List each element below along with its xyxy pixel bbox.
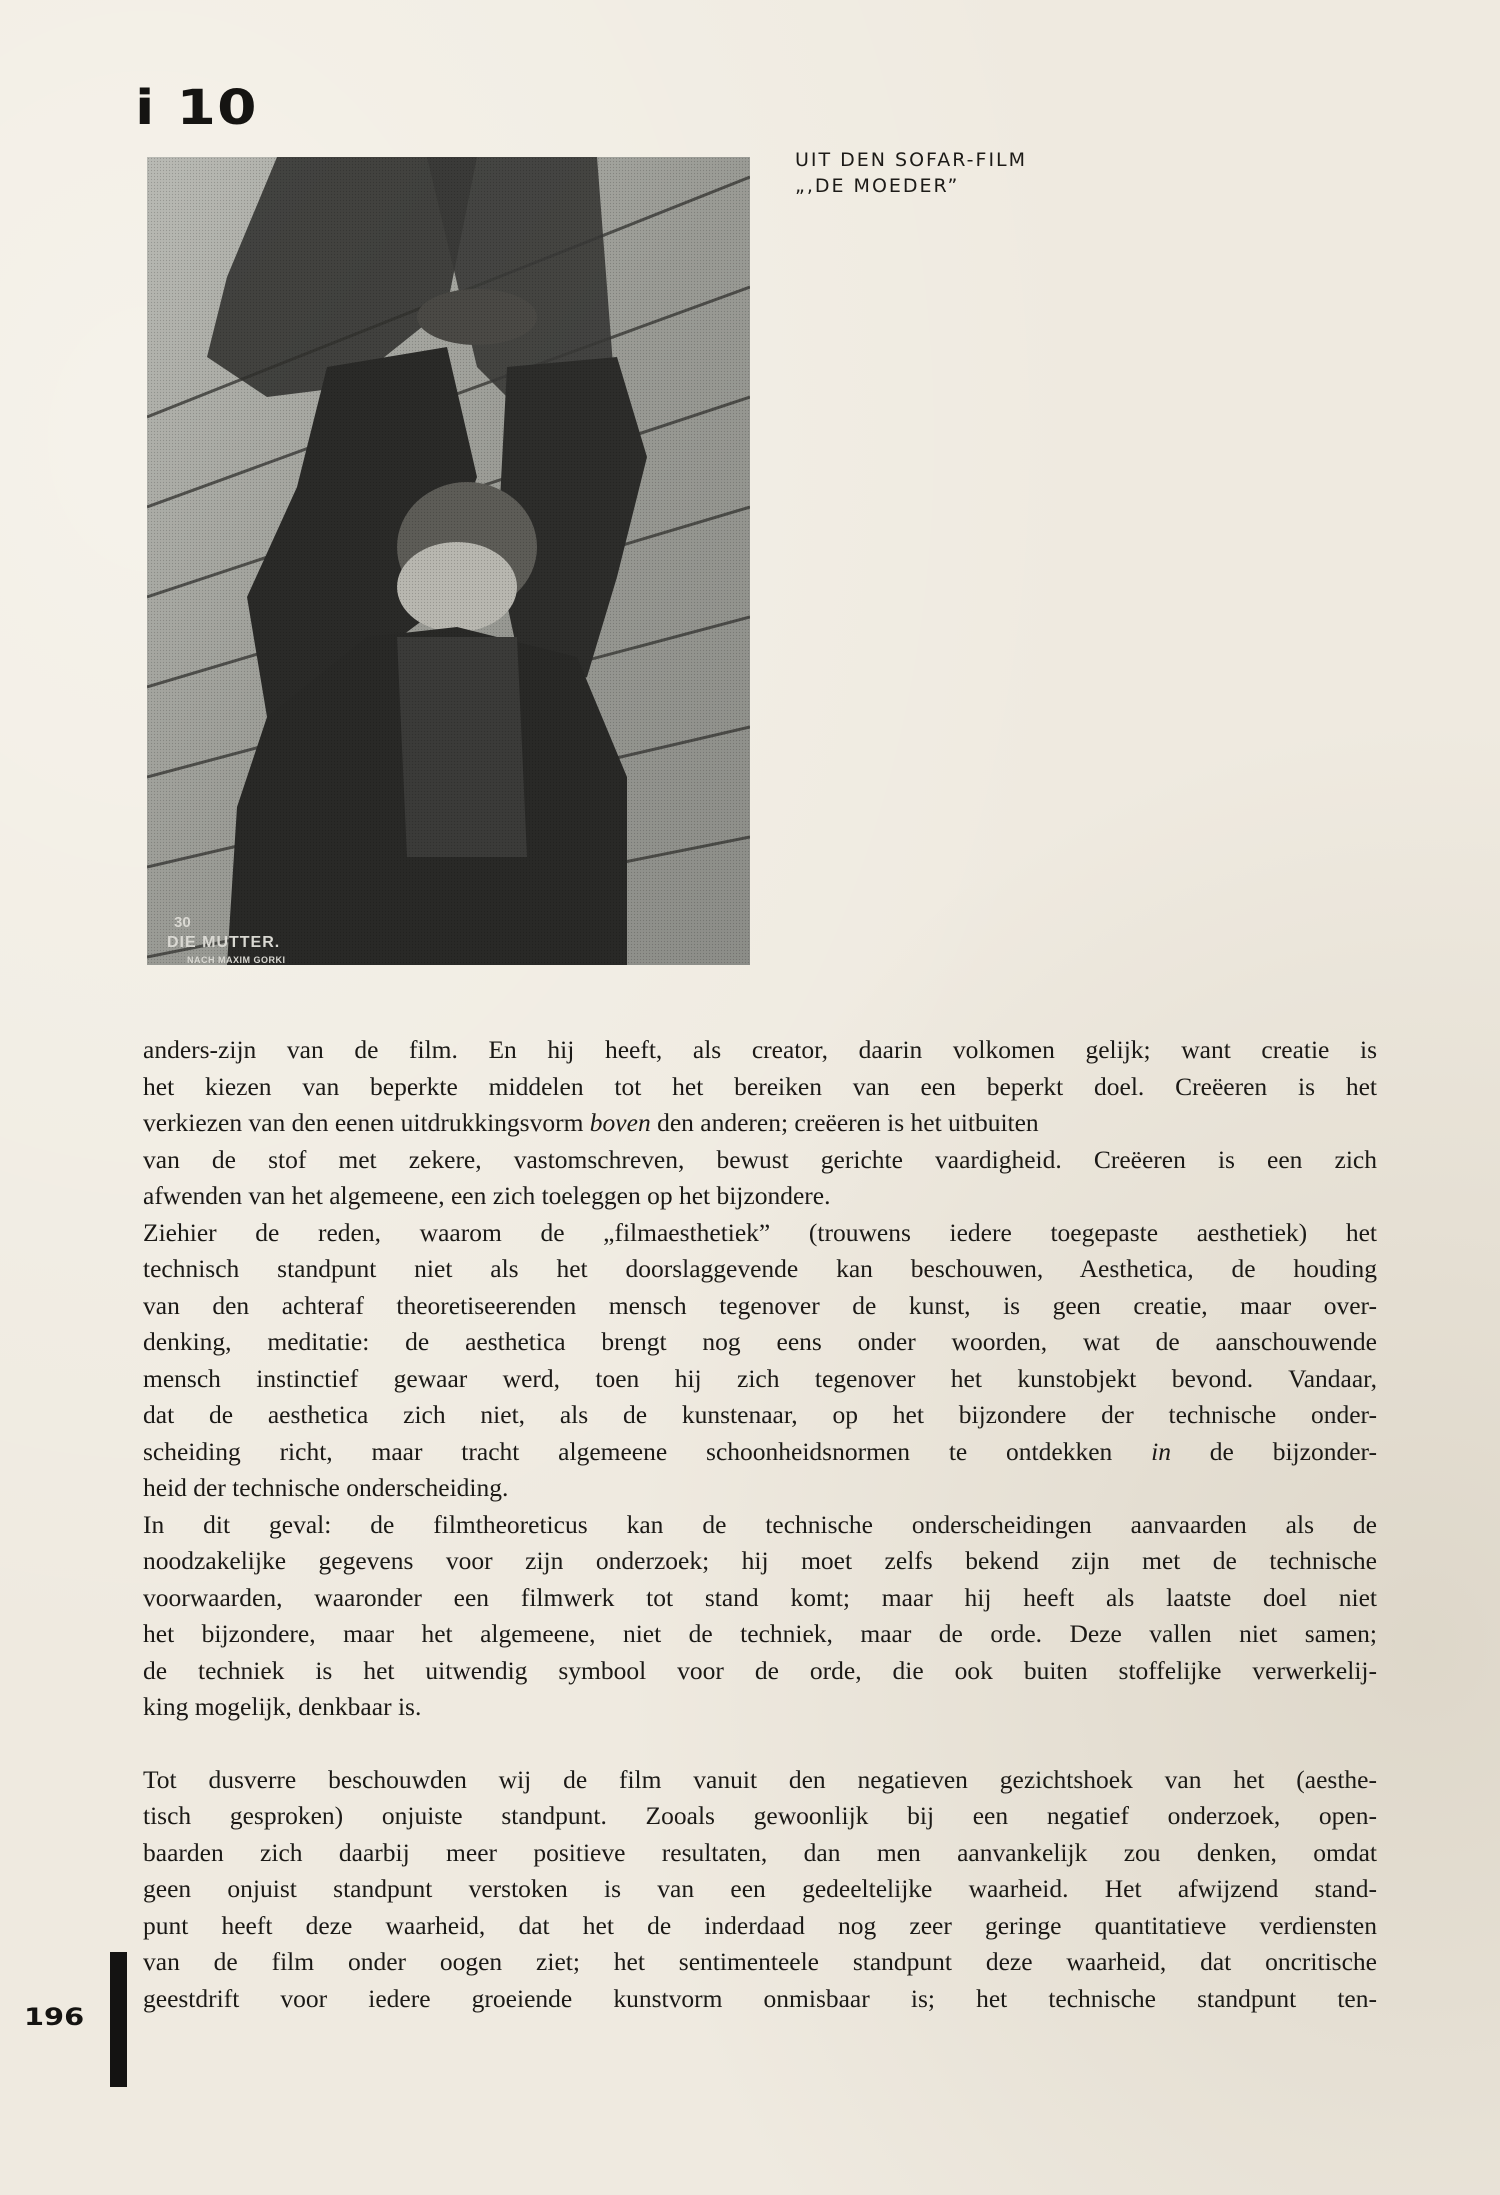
emphasis: in xyxy=(1151,1436,1171,1466)
text-line: denking, meditatie: de aesthetica brengt nog eens onder woorden, wat de aanschouwende xyxy=(143,1327,1377,1356)
text-line: tisch gesproken) onjuiste standpunt. Zooals gewoonlijk bij een negatief onderzoek, open- xyxy=(143,1801,1377,1830)
text-line: het kiezen van beperkte middelen tot het bereiken van een beperkt doel. Creëeren is het xyxy=(143,1071,1377,1101)
text-segment: den anderen; creëeren is het uitbuiten xyxy=(650,1108,1039,1137)
text-line: technisch standpunt niet als het doorslaggevende kan beschouwen, Aesthetica, de houding xyxy=(143,1254,1377,1283)
text-line: Ziehier de reden, waarom de „filmaesthetiek” (trouwens iedere toegepaste aesthetiek) het xyxy=(143,1217,1377,1247)
paragraph xyxy=(143,1762,1377,2018)
photo-overlay-number: 30 xyxy=(174,914,191,931)
text-line xyxy=(143,1105,1377,1142)
text-line: geen onjuist standpunt verstoken is van een gedeeltelijke waarheid. Het afwijzend stand- xyxy=(143,1874,1377,1903)
text-line: mensch instinctief gewaar werd, toen hij zich tegenover het kunstobjekt bevond. Vandaar, xyxy=(143,1363,1377,1393)
text-line: geestdrift voor iedere groeiende kunstvorm onmisbaar is; het technische standpunt ten- xyxy=(143,1983,1377,2013)
text-line: van den achteraf theoretiseerenden mensch tegenover de kunst, is geen creatie, maar over- xyxy=(143,1290,1377,1320)
photo-overlay-subtitle: NACH MAXIM GORKI xyxy=(187,955,286,965)
text-line: Tot dusverre beschouwden wij de film vanuit den negatieven gezichtshoek van het (aesthe- xyxy=(143,1764,1377,1794)
paragraph xyxy=(143,1215,1377,1507)
figure-caption-line: „,DE MOEDER” xyxy=(795,175,960,197)
text-line: heid der technische onderscheiding. xyxy=(143,1473,509,1502)
text-segment: scheiding richt, maar tracht algemeene schoonheidsnormen te ontdekken xyxy=(143,1436,1152,1466)
paragraph-gap xyxy=(143,1726,1377,1762)
text-line: anders-zijn van de film. En hij heeft, als creator, daarin volkomen gelijk; want creatie is xyxy=(143,1035,1377,1064)
text-line: het bijzondere, maar het algemeene, niet de techniek, maar de orde. Deze vallen niet samen; xyxy=(143,1619,1377,1648)
text-line xyxy=(143,1434,1377,1471)
text-line: baarden zich daarbij meer positieve resultaten, dan men aanvankelijk zou denken, omdat xyxy=(143,1837,1377,1867)
paragraph xyxy=(143,1507,1377,1726)
text-line: noodzakelijke gegevens voor zijn onderzoek; hij moet zelfs bekend zijn met de technische xyxy=(143,1546,1377,1575)
text-line: king mogelijk, denkbaar is. xyxy=(143,1692,422,1721)
text-line: dat de aesthetica zich niet, als de kunstenaar, op het bijzondere der technische onder- xyxy=(143,1400,1377,1429)
text-line: afwenden van het algemeene, een zich toeleggen op het bijzondere. xyxy=(143,1181,831,1210)
film-still-photo xyxy=(147,157,750,965)
text-segment: de bijzonder- xyxy=(1170,1436,1377,1466)
text-line: de techniek is het uitwendig symbool voor de orde, die ook buiten stoffelijke verwerkelij- xyxy=(143,1655,1377,1685)
text-line: van de stof met zekere, vastomschreven, bewust gerichte vaardigheid. Creëeren is een zich xyxy=(143,1144,1377,1174)
film-still-image xyxy=(147,157,750,965)
figure-caption xyxy=(795,147,1027,199)
section-number: i 10 xyxy=(135,80,258,136)
photo-overlay-title: DIE MUTTER. xyxy=(167,934,281,951)
text-line: punt heeft deze waarheid, dat het de inderdaad nog zeer geringe quantitatieve verdiensten xyxy=(143,1910,1377,1940)
text-line: voorwaarden, waaronder een filmwerk tot stand komt; maar hij heeft als laatste doel niet xyxy=(143,1582,1377,1612)
text-line: In dit geval: de filmtheoreticus kan de technische onderscheidingen aanvaarden als de xyxy=(143,1509,1377,1539)
figure-caption-line: UIT DEN SOFAR-FILM xyxy=(795,149,1028,171)
page-number: 196 xyxy=(24,2003,85,2031)
text-line: van de film onder oogen ziet; het sentimenteele standpunt deze waarheid, dat oncritische xyxy=(143,1947,1377,1976)
paragraph xyxy=(143,1032,1377,1215)
emphasis: boven xyxy=(589,1108,651,1137)
text-segment: verkiezen van den eenen uitdrukkingsvorm xyxy=(143,1108,590,1137)
page-margin-bar xyxy=(110,1952,127,2087)
body-text xyxy=(143,1032,1377,2017)
